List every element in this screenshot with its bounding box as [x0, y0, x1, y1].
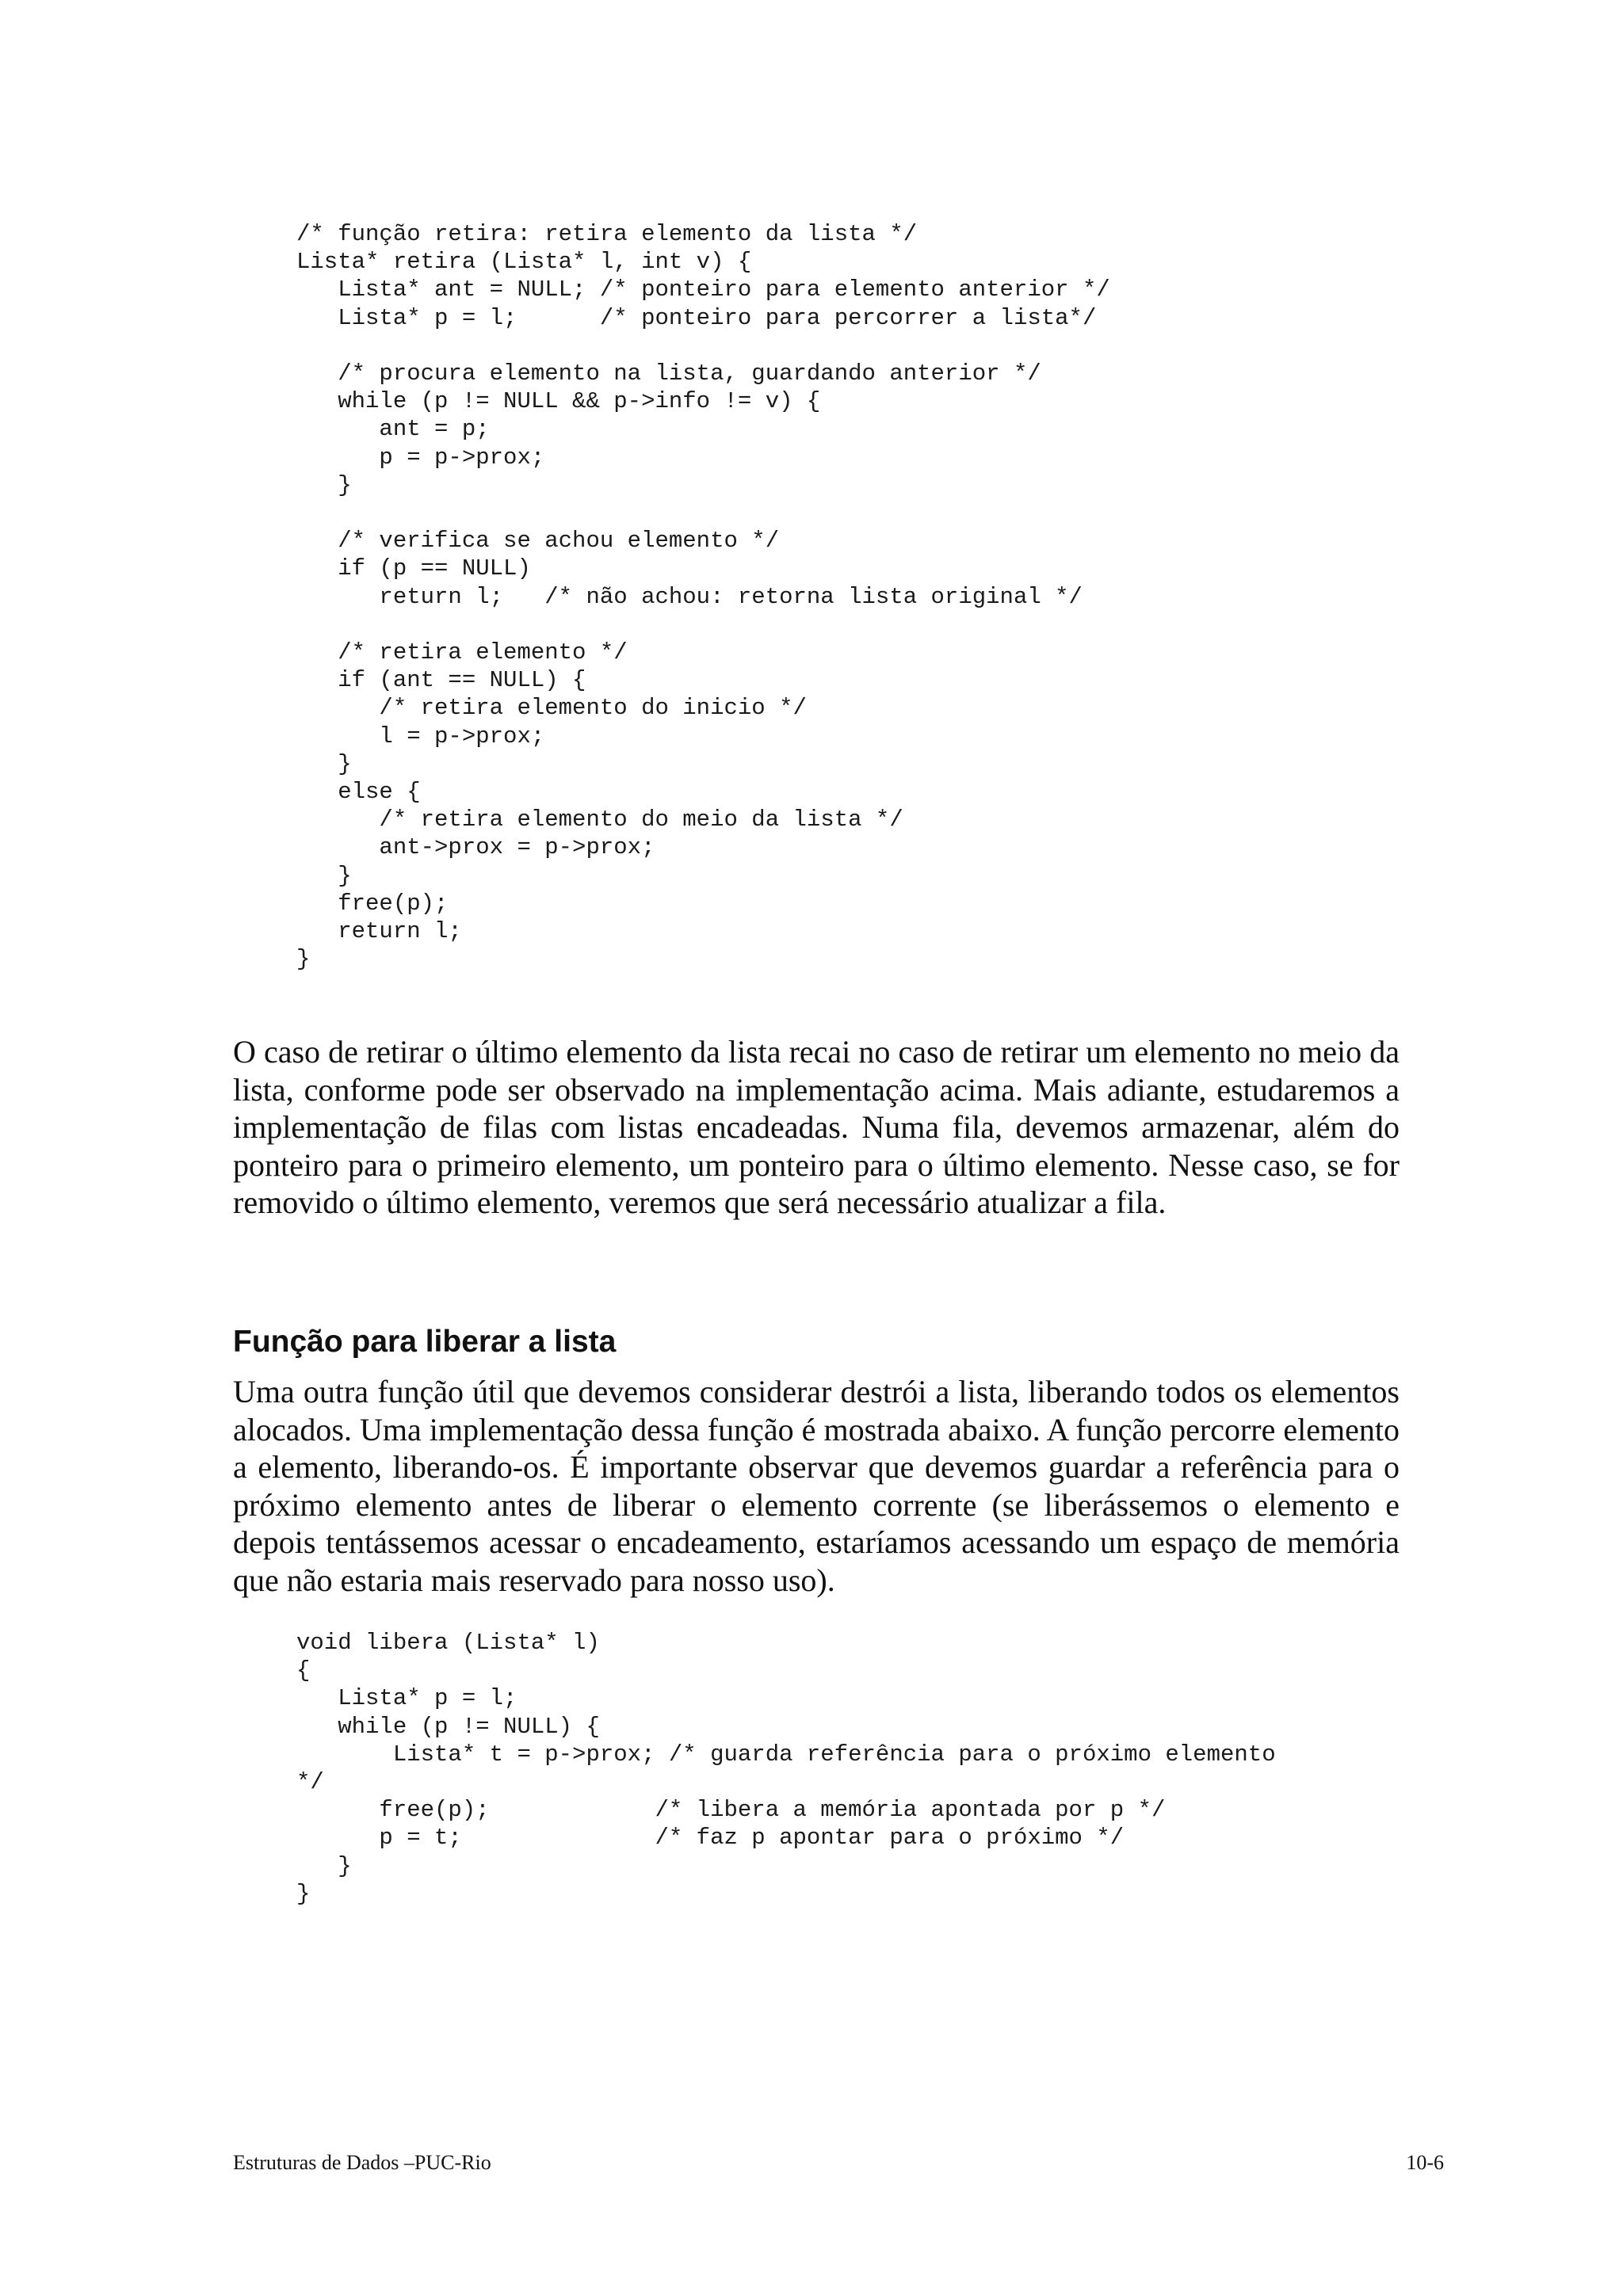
section-heading: Função para liberar a lista [233, 1325, 617, 1359]
code-block-libera: void libera (Lista* l) { Lista* p = l; while (p != NULL) { Lista* t = p->prox; /* guarda referência para o próximo elemento */ free(p); /* libera a memória apontada por p */ p = t; /* faz p apontar para o próximo */ } } [296, 1630, 1276, 1907]
paragraph-free-list: Uma outra função útil que devemos considerar destrói a lista, liberando todos os elementos alocados. Uma implementação dessa função é mostrada abaixo. A função percorre elemento a elemento, liberando-os. É importante observar que devemos guardar a referência para o próximo elemento antes de liberar o elemento corrente (se liberássemos o elemento e depois tentássemos acessar o encadeamento, estaríamos acessando um espaço de memória que não estaria mais reservado para nosso uso). [233, 1374, 1400, 1598]
paragraph-remove-last: O caso de retirar o último elemento da lista recai no caso de retirar um elemento no meio da lista, conforme pode ser observado na implementação acima. Mais adiante, estudaremos a implementação de filas com listas encadeadas. Numa fila, devemos armazenar, além do ponteiro para o primeiro elemento, um ponteiro para o último elemento. Nesse caso, se for removido o último elemento, veremos que será necessário atualizar a fila. [233, 1034, 1400, 1220]
footer-title: Estruturas de Dados –PUC-Rio [233, 2151, 491, 2174]
code-block-retira: /* função retira: retira elemento da lista */ Lista* retira (Lista* l, int v) { Lista* ant = NULL; /* ponteiro para elemento anterior */ Lista* p = l; /* ponteiro para percorrer a lista*/ /* procura elemento na lista, guardando anterior */ while (p != NULL && p->info != v) { ant = p; p = p->prox; } /* verifica se achou elemento */ if (p == NULL) return l; /* não achou: retorna lista original */ /* retira elemento */ if (ant == NULL) { /* retira elemento do inicio */ l = p->prox; } else { /* retira elemento do meio da lista */ ant->prox = p->prox; } free(p); return l; } [296, 221, 1110, 973]
page-number: 10-6 [1406, 2151, 1444, 2174]
